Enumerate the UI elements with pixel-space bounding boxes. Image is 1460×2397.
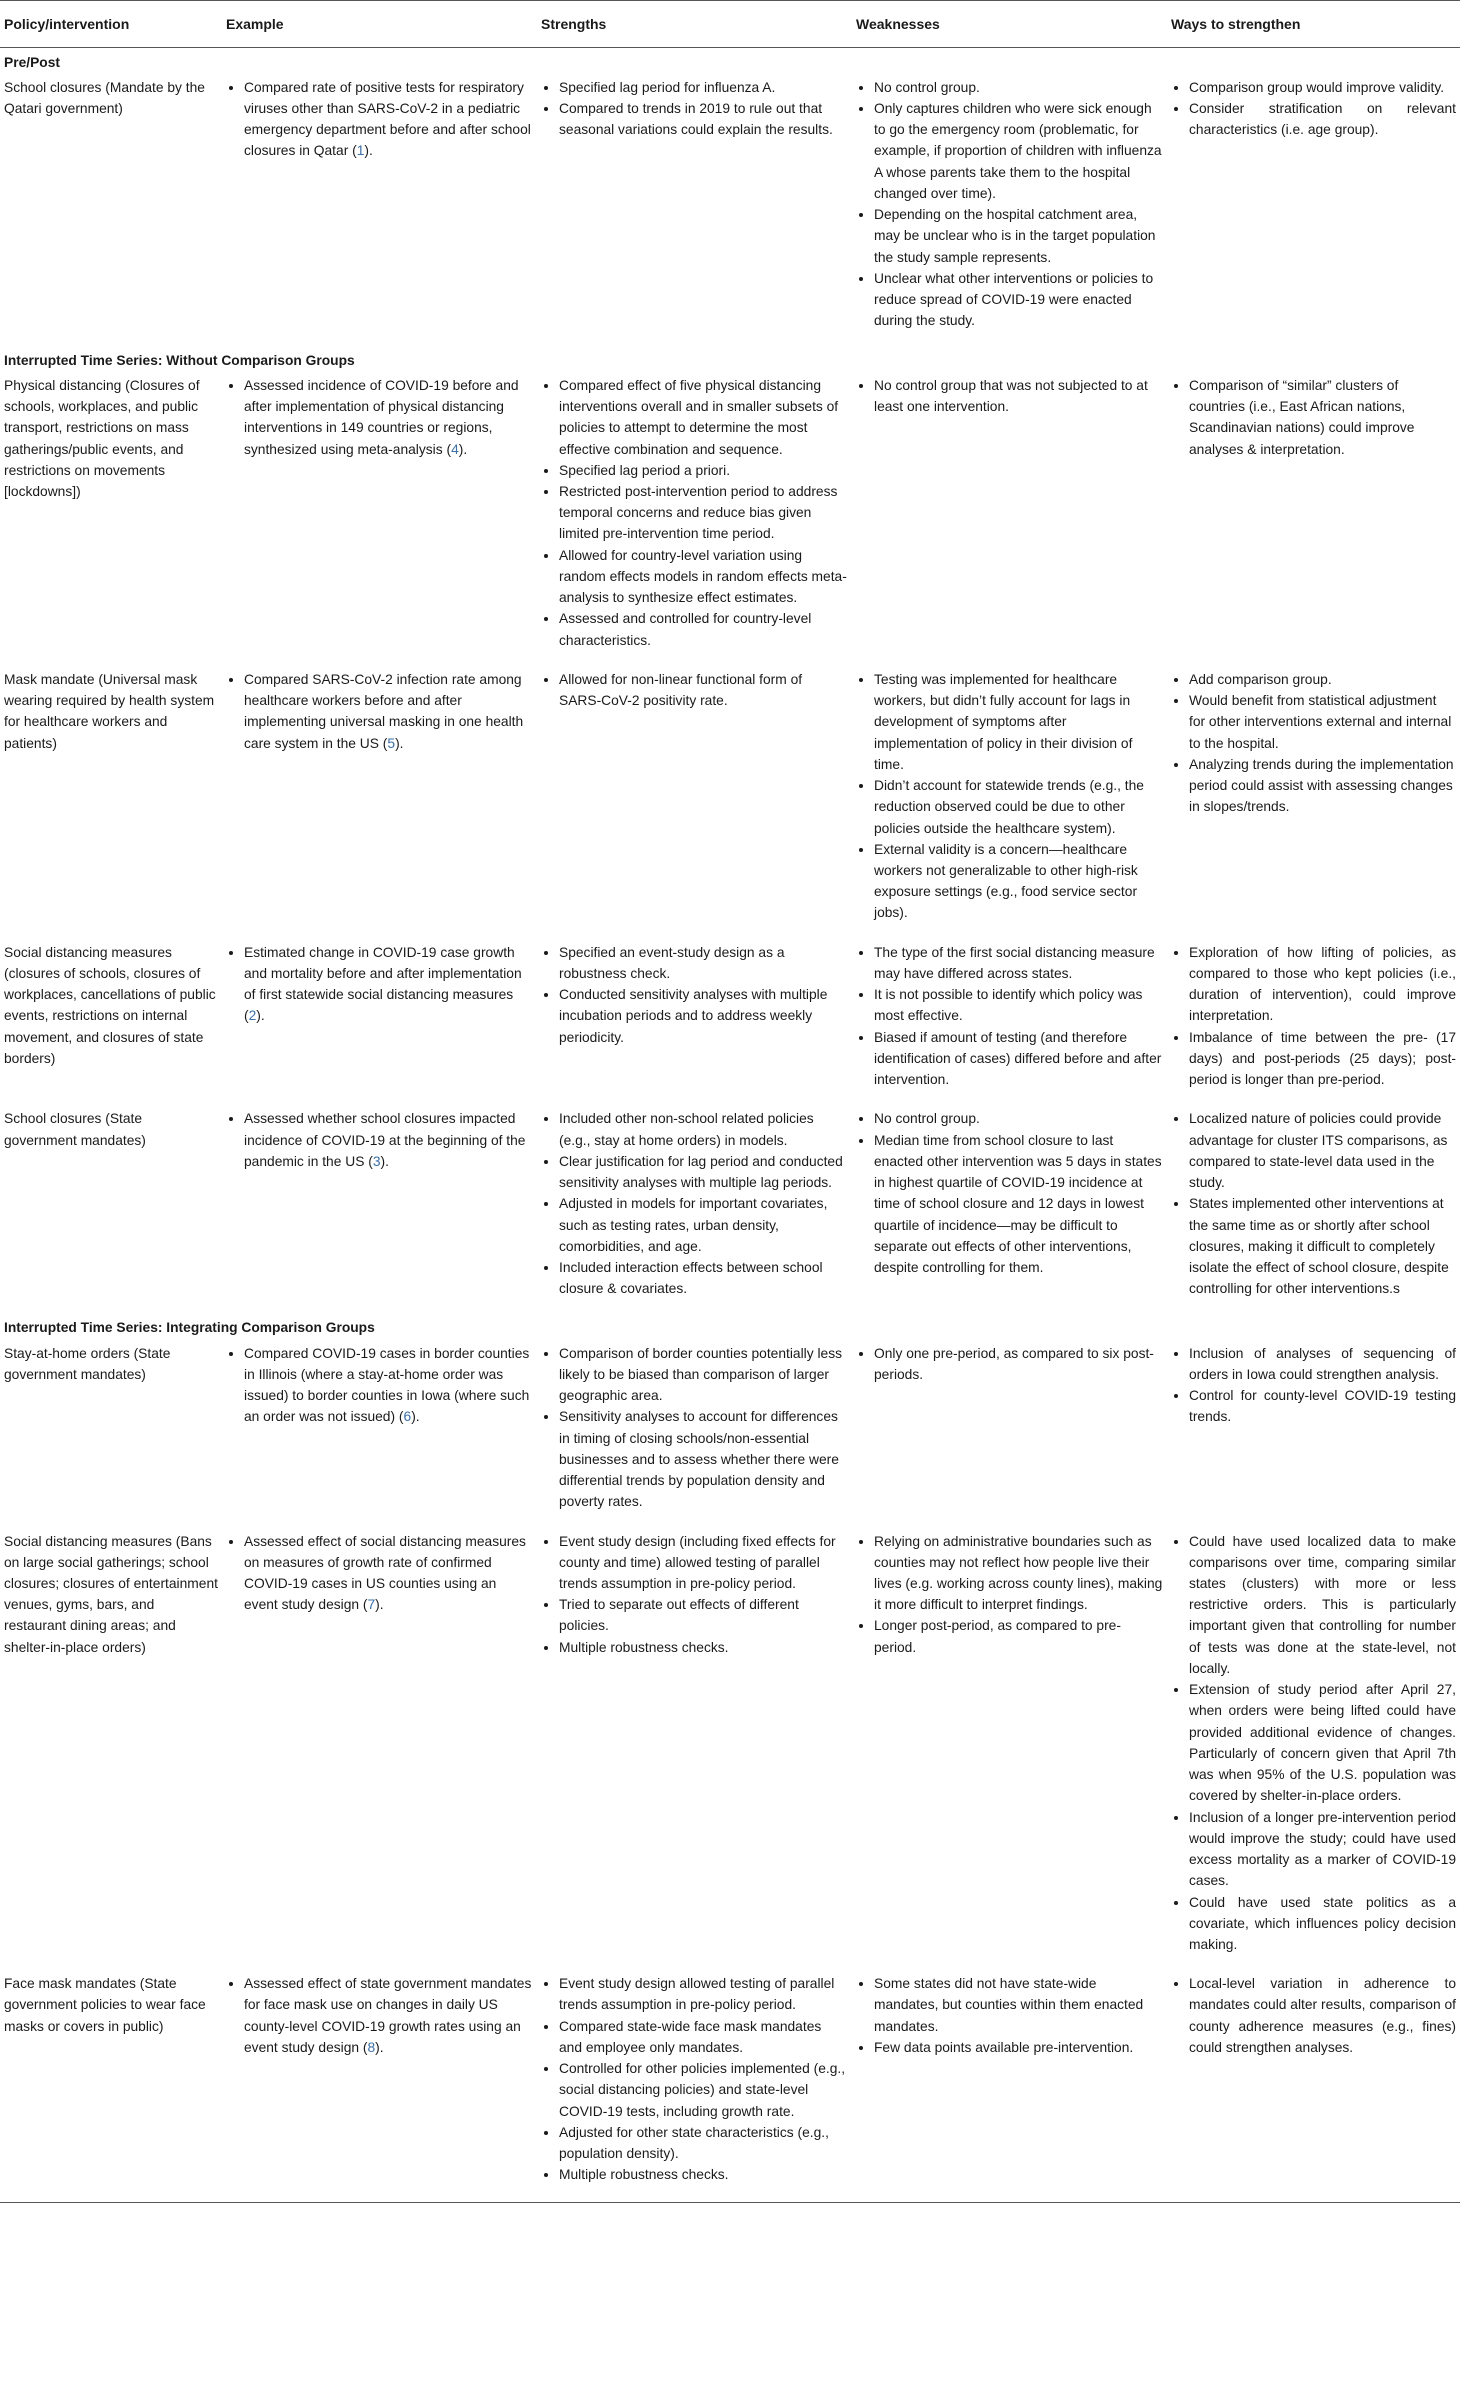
weakness-list xyxy=(856,669,1163,924)
weakness-list xyxy=(856,77,1163,332)
strength-item: • Sensitivity analyses to account for differences in timing of closing schools/non-essential businesses and to assess whether there were differential trends by population density and poverty rates. xyxy=(559,1406,848,1512)
weakness-item: • Biased if amount of testing (and therefore identification of cases) differed before and after intervention. xyxy=(874,1027,1163,1091)
weakness-item: • Only captures children who were sick enough to go the emergency room (problematic, for example, if proportion of children with influenza A whose parents take them to the hospital changed over time). xyxy=(874,98,1163,204)
example-text: Assessed incidence of COVID-19 before and after implementation of physical distancing interventions in 149 countries or regions, synthesized using meta-analysis ( xyxy=(244,377,519,457)
way-item: • Exploration of how lifting of policies, as compared to those who kept policies (i.e., duration of intervention), could improve interpretation. xyxy=(1189,942,1456,1027)
strength-list xyxy=(541,77,848,141)
example-item xyxy=(244,669,533,754)
way-list xyxy=(1171,669,1456,818)
weakness-item: • Few data points available pre-intervention. xyxy=(874,2037,1163,2058)
strengths-cell xyxy=(537,73,852,346)
way-list xyxy=(1171,1531,1456,1956)
example-item xyxy=(244,942,533,1027)
example-list xyxy=(226,1343,533,1428)
column-header-weaknesses: Weaknesses xyxy=(852,1,1167,48)
column-header-example: Example xyxy=(222,1,537,48)
ways-cell xyxy=(1167,1339,1460,1527)
example-text: Compared COVID-19 cases in border counties in Illinois (where a stay-at-home order was issued) to border counties in Iowa (where such an order was not issued) ( xyxy=(244,1345,530,1425)
weaknesses-cell xyxy=(852,665,1167,938)
weakness-item: • No control group. xyxy=(874,77,1163,98)
way-list xyxy=(1171,1973,1456,2058)
example-list xyxy=(226,1973,533,2058)
weaknesses-cell xyxy=(852,938,1167,1105)
strength-item: • Conducted sensitivity analyses with multiple incubation periods and to address weekly periodicity. xyxy=(559,984,848,1048)
strength-item: • Event study design allowed testing of parallel trends assumption in pre-policy period. xyxy=(559,1973,848,2015)
way-item: • Imbalance of time between the pre- (17 days) and post-periods (25 days); post-period is longer than pre-period. xyxy=(1189,1027,1456,1091)
strength-item: • Compared to trends in 2019 to rule out that seasonal variations could explain the results. xyxy=(559,98,848,140)
way-item: • States implemented other interventions at the same time as or shortly after school closures, making it difficult to completely isolate the effect of school closure, despite controlling for other interventions.s xyxy=(1189,1193,1456,1299)
column-header-strengths: Strengths xyxy=(537,1,852,48)
strength-item: • Compared state-wide face mask mandates and employee only mandates. xyxy=(559,2016,848,2058)
example-cell xyxy=(222,371,537,665)
strength-item: • Specified lag period a priori. xyxy=(559,460,848,481)
way-item: • Local-level variation in adherence to mandates could alter results, comparison of county adherence measures (e.g., fines) could strengthen analyses. xyxy=(1189,1973,1456,2058)
section-row xyxy=(0,1313,1460,1338)
way-item: • Could have used localized data to make comparisons over time, comparing similar states (clusters) with more or less restrictive orders. This is particularly important given that controlling for number of tests was done at the state-level, not locally. xyxy=(1189,1531,1456,1680)
example-text: Assessed whether school closures impacted incidence of COVID-19 at the beginning of the pandemic in the US ( xyxy=(244,1111,526,1169)
way-list xyxy=(1171,1108,1456,1299)
citation-link[interactable]: 1 xyxy=(356,143,365,159)
weaknesses-cell xyxy=(852,1104,1167,1313)
weakness-item: • External validity is a concern—healthcare workers not generalizable to other high-risk exposure settings (e.g., food service sector jobs). xyxy=(874,839,1163,924)
strength-list xyxy=(541,1343,848,1513)
way-item: • Comparison of “similar” clusters of countries (i.e., East African nations, Scandinavian nations) could improve analyses & interpretation. xyxy=(1189,375,1456,460)
policy-cell: Stay-at-home orders (State government mandates) xyxy=(4,1345,171,1382)
ways-cell xyxy=(1167,1104,1460,1313)
example-cell xyxy=(222,1527,537,1970)
weakness-list xyxy=(856,942,1163,1091)
example-item xyxy=(244,1343,533,1428)
way-list xyxy=(1171,942,1456,1091)
policy-cell: Mask mandate (Universal mask wearing required by health system for healthcare workers and patients) xyxy=(4,671,215,751)
policy-cell: Face mask mandates (State government policies to wear face masks or covers in public) xyxy=(0,1969,222,2202)
example-cell xyxy=(222,73,537,346)
ways-cell xyxy=(1167,938,1460,1105)
weakness-list xyxy=(856,1108,1163,1278)
strengths-cell xyxy=(537,371,852,665)
way-list xyxy=(1171,77,1456,141)
citation-link[interactable]: 2 xyxy=(248,1008,257,1024)
strengths-cell xyxy=(537,1104,852,1313)
column-header-policy: Policy/intervention xyxy=(0,1,222,48)
weakness-item: • No control group that was not subjected to at least one intervention. xyxy=(874,375,1163,417)
example-list xyxy=(226,669,533,754)
table-row xyxy=(0,1339,1460,1527)
example-cell xyxy=(222,938,537,1105)
weaknesses-cell xyxy=(852,73,1167,346)
example-text-end: ). xyxy=(458,441,468,457)
strength-item: • Specified an event-study design as a robustness check. xyxy=(559,942,848,984)
citation-link[interactable]: 8 xyxy=(367,2039,376,2055)
weakness-list xyxy=(856,1973,1163,2058)
weakness-item: • Didn’t account for statewide trends (e.g., the reduction observed could be due to other policies outside the healthcare system). xyxy=(874,775,1163,839)
table-body xyxy=(0,47,1460,2202)
example-text: Assessed effect of social distancing measures on measures of growth rate of confirmed COVID-19 cases in US counties using an event study design ( xyxy=(244,1533,526,1613)
strength-item: • Event study design (including fixed effects for county and time) allowed testing of parallel trends assumption in pre-policy period. xyxy=(559,1531,848,1595)
weakness-item: • Unclear what other interventions or policies to reduce spread of COVID-19 were enacted during the study. xyxy=(874,268,1163,332)
citation-link[interactable]: 4 xyxy=(451,441,459,457)
way-item: • Inclusion of a longer pre-intervention period would improve the study; could have used excess mortality as a marker of COVID-19 cases. xyxy=(1189,1807,1456,1892)
table-row xyxy=(0,1969,1460,2202)
strength-item: • Specified lag period for influenza A. xyxy=(559,77,848,98)
example-list xyxy=(226,942,533,1027)
ways-cell xyxy=(1167,1527,1460,1970)
example-text: Estimated change in COVID-19 case growth and mortality before and after implementation of first statewide social distancing measures ( xyxy=(244,944,522,1024)
table-row xyxy=(0,1527,1460,1970)
ways-cell xyxy=(1167,1969,1460,2202)
strengths-cell xyxy=(537,1527,852,1970)
example-item xyxy=(244,1973,533,2058)
table-row xyxy=(0,73,1460,346)
way-item: • Analyzing trends during the implementation period could assist with assessing changes in slopes/trends. xyxy=(1189,754,1456,818)
example-cell xyxy=(222,665,537,938)
strength-list xyxy=(541,669,848,711)
way-item: • Extension of study period after April 27, when orders were being lifted could have provided additional evidence of changes. Particularly of concern given that April 7th was when 95% of the U.S. population was covered by shelter-in-place orders. xyxy=(1189,1679,1456,1806)
strengths-cell xyxy=(537,665,852,938)
strengths-cell xyxy=(537,1969,852,2202)
weakness-item: • No control group. xyxy=(874,1108,1163,1129)
example-text-end: ). xyxy=(411,1409,420,1425)
way-item: • Add comparison group. xyxy=(1189,669,1456,690)
section-title: Pre/Post xyxy=(4,54,60,70)
policy-cell: Social distancing measures (Bans on large social gatherings; school closures; closures of entertainment venues, gyms, bars, and restaurant dining areas; and shelter-in-place orders) xyxy=(4,1533,218,1655)
strengths-cell xyxy=(537,938,852,1105)
weakness-list xyxy=(856,1343,1163,1385)
way-item: • Comparison group would improve validity. xyxy=(1189,77,1456,98)
strength-list xyxy=(541,1973,848,2185)
section-title: Interrupted Time Series: Without Comparison Groups xyxy=(4,352,355,368)
way-item: • Control for county-level COVID-19 testing trends. xyxy=(1189,1385,1456,1427)
weakness-list xyxy=(856,375,1163,417)
strength-item: • Adjusted in models for important covariates, such as testing rates, urban density, comorbidities, and age. xyxy=(559,1193,848,1257)
weakness-item: • Relying on administrative boundaries such as counties may not reflect how people live their lives (e.g. working across county lines), making it more difficult to interpret findings. xyxy=(874,1531,1163,1616)
header-row xyxy=(0,1,1460,48)
strength-item: • Compared effect of five physical distancing interventions overall and in smaller subsets of policies to attempt to determine the most effective combination and sequence. xyxy=(559,375,848,460)
strength-item: • Assessed and controlled for country-level characteristics. xyxy=(559,608,848,650)
example-list xyxy=(226,1531,533,1616)
example-item xyxy=(244,375,533,460)
ways-cell xyxy=(1167,73,1460,346)
section-row xyxy=(0,47,1460,73)
citation-link[interactable]: 6 xyxy=(403,1409,412,1425)
example-text: Assessed effect of state government mandates for face mask use on changes in daily US county-level COVID-19 growth rates using an event study design ( xyxy=(244,1976,532,2055)
weaknesses-cell xyxy=(852,1527,1167,1970)
strength-item: • Included other non-school related policies (e.g., stay at home orders) in models. xyxy=(559,1108,848,1150)
way-item: • Localized nature of policies could provide advantage for cluster ITS comparisons, as compared to state-level data used in the study. xyxy=(1189,1108,1456,1193)
table-row xyxy=(0,371,1460,665)
policy-cell: School closures (State government mandates) xyxy=(4,1111,146,1148)
example-cell xyxy=(222,1339,537,1527)
example-cell xyxy=(222,1104,537,1313)
ways-cell xyxy=(1167,665,1460,938)
table-row xyxy=(0,665,1460,938)
example-cell xyxy=(222,1969,537,2202)
way-item: • Would benefit from statistical adjustment for other interventions external and internal to the hospital. xyxy=(1189,690,1456,754)
weakness-item: • Depending on the hospital catchment area, may be unclear who is in the target population the study sample represents. xyxy=(874,204,1163,268)
strength-item: • Included interaction effects between school closure & covariates. xyxy=(559,1257,848,1299)
policy-cell: School closures (Mandate by the Qatari government) xyxy=(4,79,205,117)
citation-link[interactable]: 7 xyxy=(367,1597,376,1613)
weaknesses-cell xyxy=(852,371,1167,665)
column-header-ways-to-strengthen: Ways to strengthen xyxy=(1167,1,1460,48)
strength-item: • Restricted post-intervention period to address temporal concerns and reduce bias given limited pre-intervention time period. xyxy=(559,481,848,545)
strength-item: • Clear justification for lag period and conducted sensitivity analyses with multiple lag periods. xyxy=(559,1151,848,1193)
strength-item: • Multiple robustness checks. xyxy=(559,2164,848,2185)
strength-list xyxy=(541,942,848,1048)
example-text-end: ). xyxy=(256,1008,265,1024)
weakness-item: • Longer post-period, as compared to pre-period. xyxy=(874,1615,1163,1657)
example-text-end: ). xyxy=(375,1597,384,1613)
example-text: Compared SARS-CoV-2 infection rate among healthcare workers before and after implementing universal masking in one health care system in the US ( xyxy=(244,671,524,751)
weakness-list xyxy=(856,1531,1163,1658)
strengths-cell xyxy=(537,1339,852,1527)
weakness-item: • Median time from school closure to last enacted other intervention was 5 days in states in highest quartile of COVID-19 incidence at time of school closure and 12 days in lowest quartile of incidence—may be difficult to separate out effects of other interventions, despite controlling for them. xyxy=(874,1130,1163,1279)
weakness-item: • Only one pre-period, as compared to six post-periods. xyxy=(874,1343,1163,1385)
ways-cell xyxy=(1167,371,1460,665)
strength-list xyxy=(541,375,848,651)
policy-cell: Physical distancing (Closures of schools, workplaces, and public transport, restrictions on mass gatherings/public events, and restrictions on movements [lockdowns]) xyxy=(4,377,200,499)
section-title: Interrupted Time Series: Integrating Comparison Groups xyxy=(4,1320,375,1336)
way-list xyxy=(1171,1343,1456,1428)
table-header xyxy=(0,1,1460,48)
example-item xyxy=(244,1108,533,1172)
strength-item: • Comparison of border counties potentially less likely to be biased than comparison of larger geographic area. xyxy=(559,1343,848,1407)
example-text: Compared rate of positive tests for respiratory viruses other than SARS-CoV-2 in a pediatric emergency department before and after school closures in Qatar ( xyxy=(244,79,531,159)
strength-item: • Allowed for country-level variation using random effects models in random effects meta-analysis to synthesize effect estimates. xyxy=(559,545,848,609)
strength-item: • Adjusted for other state characteristics (e.g., population density). xyxy=(559,2122,848,2164)
strength-list xyxy=(541,1531,848,1658)
weakness-item: • Some states did not have state-wide mandates, but counties within them enacted mandates. xyxy=(874,1973,1163,2037)
weaknesses-cell xyxy=(852,1339,1167,1527)
table-row xyxy=(0,938,1460,1105)
table-row xyxy=(0,1104,1460,1313)
weakness-item: • Testing was implemented for healthcare workers, but didn’t fully account for lags in development of symptoms after implementation of policy in their division of time. xyxy=(874,669,1163,775)
strength-item: • Allowed for non-linear functional form of SARS-CoV-2 positivity rate. xyxy=(559,669,848,711)
policy-cell: Social distancing measures (closures of schools, closures of workplaces, cancellations of public events, restrictions on internal movement, and closures of state borders) xyxy=(4,944,216,1066)
example-text-end: ). xyxy=(380,1153,389,1169)
strength-item: • Multiple robustness checks. xyxy=(559,1637,848,1658)
way-item: • Inclusion of analyses of sequencing of orders in Iowa could strengthen analysis. xyxy=(1189,1343,1456,1385)
example-item xyxy=(244,1531,533,1616)
weaknesses-cell xyxy=(852,1969,1167,2202)
weakness-item: • The type of the first social distancing measure may have differed across states. xyxy=(874,942,1163,984)
example-text-end: ). xyxy=(375,2039,384,2055)
example-text-end: ). xyxy=(364,143,373,159)
example-list xyxy=(226,1108,533,1172)
citation-link[interactable]: 3 xyxy=(372,1153,381,1169)
way-item: • Consider stratification on relevant characteristics (i.e. age group). xyxy=(1189,98,1456,140)
example-text-end: ). xyxy=(395,735,404,751)
way-item: • Could have used state politics as a covariate, which influences policy decision making. xyxy=(1189,1892,1456,1956)
example-list xyxy=(226,375,533,460)
section-row xyxy=(0,346,1460,371)
example-list xyxy=(226,77,533,162)
weakness-item: • It is not possible to identify which policy was most effective. xyxy=(874,984,1163,1026)
strength-item: • Tried to separate out effects of different policies. xyxy=(559,1594,848,1636)
strength-list xyxy=(541,1108,848,1299)
way-list xyxy=(1171,375,1456,460)
example-item xyxy=(244,77,533,162)
citation-link[interactable]: 5 xyxy=(387,735,396,751)
strength-item: • Controlled for other policies implemented (e.g., social distancing policies) and state-level COVID-19 tests, including growth rate. xyxy=(559,2058,848,2122)
